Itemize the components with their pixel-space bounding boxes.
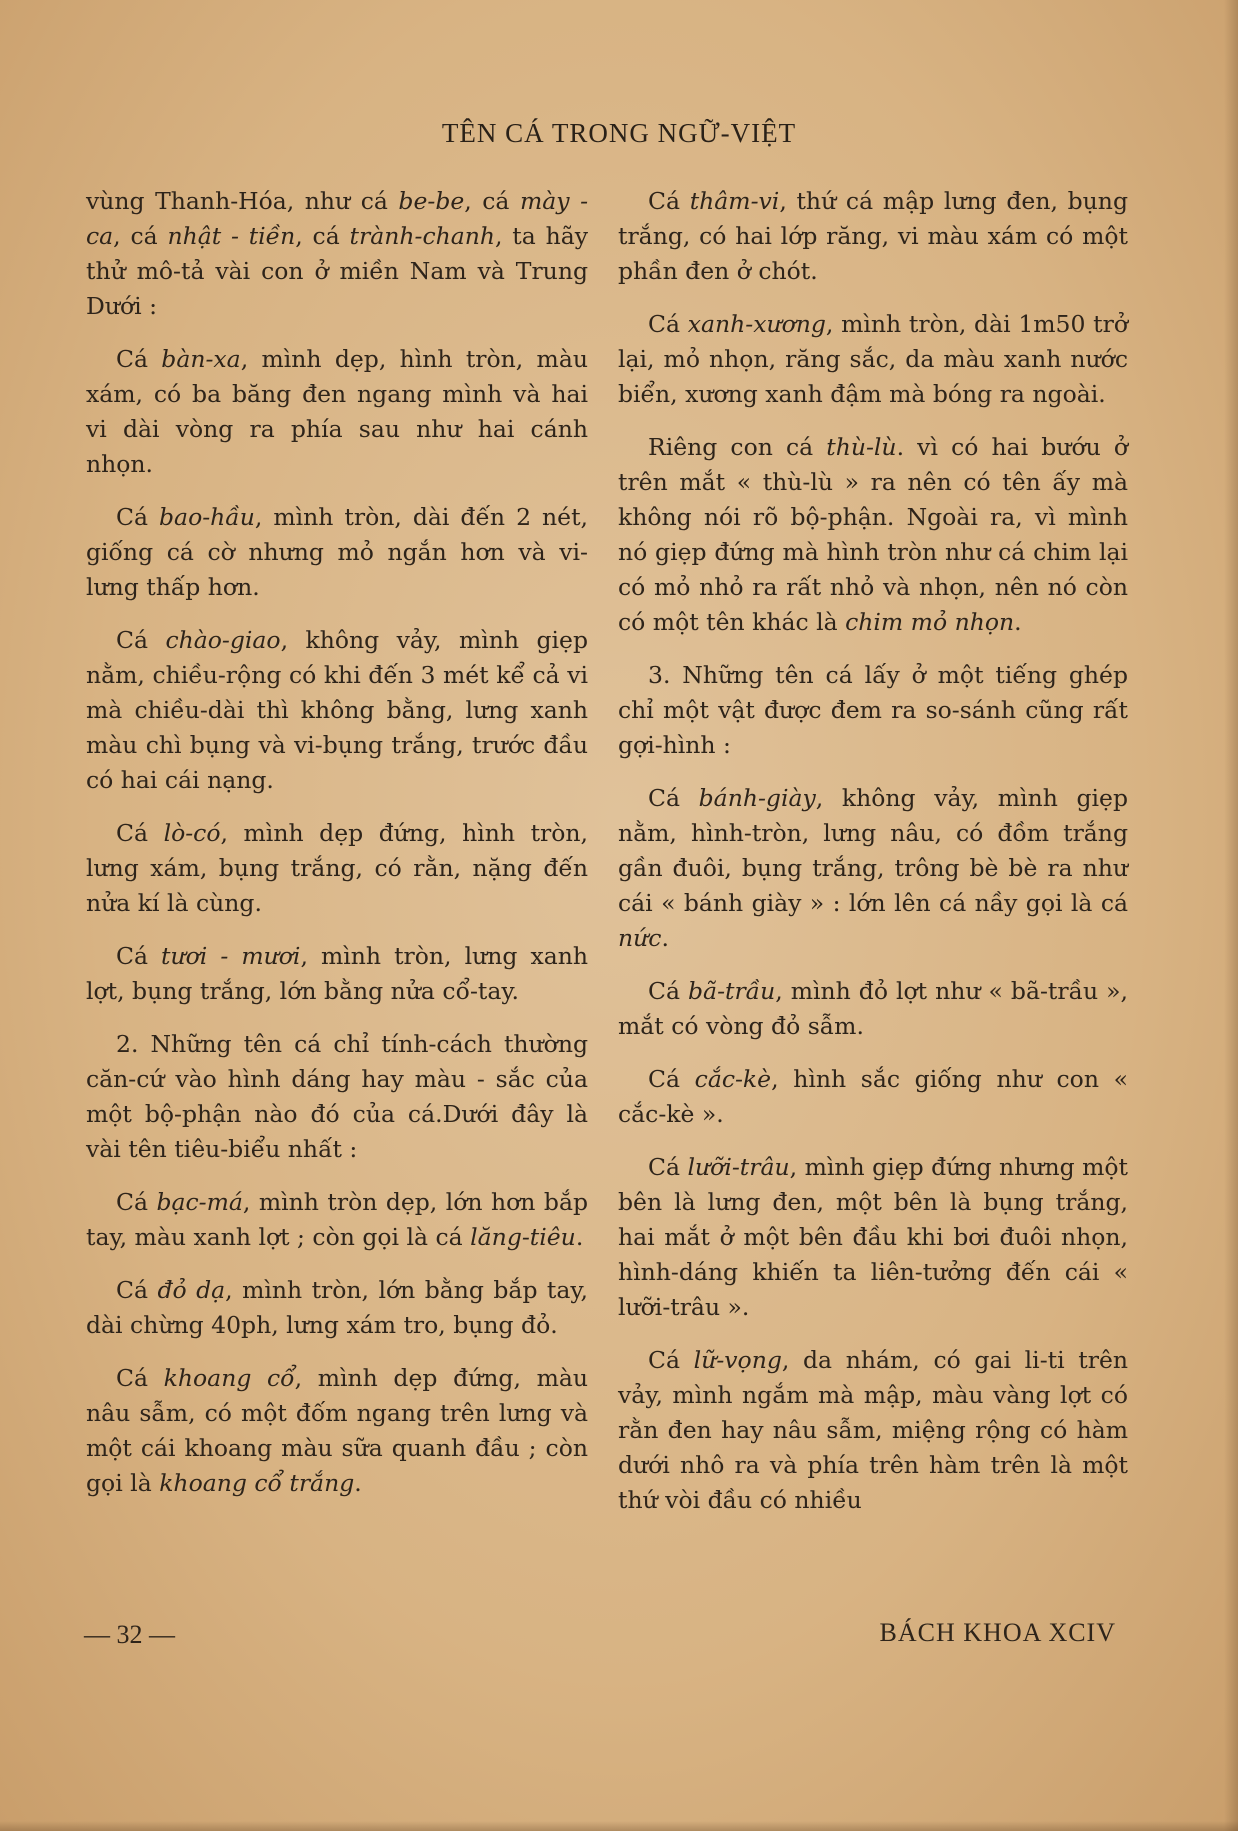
paragraph: Cá tươi - mươi, mình tròn, lưng xanh lợt, bụng trắng, lớn bằng nửa cổ-tay. (86, 942, 588, 1005)
paragraph: Cá lưỡi-trâu, mình giẹp đứng nhưng một bên là lưng đen, một bên là bụng trắng, hai mắt ở một bên đầu khi bơi đuôi nhọn, hình-dáng khiến ta liên-tưởng đến cái « lưỡi-trâu ». (618, 1153, 1129, 1321)
paragraph: Cá lữ-vọng, da nhám, có gai li-ti trên vảy, mình ngắm mà mập, màu vàng lợt có rằn đen hay nâu sẫm, miệng rộng có hàm dưới nhô ra và phía trên hàm trên là một thứ vòi đầu có nhiều (618, 1346, 1128, 1514)
paragraph: Cá đỏ dạ, mình tròn, lớn bằng bắp tay, dài chừng 40ph, lưng xám tro, bụng đỏ. (86, 1276, 589, 1339)
right-column (618, 184, 1128, 1536)
paragraph: vùng Thanh-Hóa, như cá be-be, cá mày - ca, cá nhật - tiền, cá trành-chanh, ta hãy thử mô-tả vài con ở miền Nam và Trung Dưới : (86, 187, 589, 320)
paragraph: Cá bàn-xa, mình dẹp, hình tròn, màu xám, có ba băng đen ngang mình và hai vi dài vòng ra phía sau như hai cánh nhọn. (86, 345, 588, 478)
paragraph: Cá bánh-giày, không vảy, mình giẹp nằm, hình-tròn, lưng nâu, có đồm trắng gần đuôi, bụng trắng, trông bè bè ra như cái « bánh giày » : lớn lên cá nầy gọi là cá nức. (618, 784, 1128, 952)
page-bottom-shadow (0, 1821, 1238, 1831)
paragraph: Riêng con cá thù-lù. vì có hai bướu ở trên mắt « thù-lù » ra nên có tên ấy mà không nói rõ bộ-phận. Ngoài ra, vì mình nó giẹp đứng mà hình tròn như cá chim lại có mỏ nhỏ ra rất nhỏ và nhọn, nên nó còn có một tên khác là chim mỏ nhọn. (618, 433, 1128, 636)
paragraph: Cá bạc-má, mình tròn dẹp, lớn hơn bắp tay, màu xanh lợt ; còn gọi là cá lăng-tiêu. (86, 1188, 588, 1251)
page-edge-shadow (1224, 0, 1238, 1831)
running-head: TÊN CÁ TRONG NGỮ-VIỆT (441, 118, 797, 148)
paragraph: Cá cắc-kè, hình sắc giống như con « cắc-kè ». (618, 1065, 1128, 1128)
page-number: — 32 — (84, 1620, 175, 1649)
left-column (86, 184, 588, 1519)
paragraph: Cá bao-hầu, mình tròn, dài đến 2 nét, giống cá cờ nhưng mỏ ngắn hơn và vi-lưng thấp hơn. (86, 503, 589, 601)
paragraph: Cá bã-trầu, mình đỏ lợt như « bã-trầu », mắt có vòng đỏ sẫm. (618, 977, 1129, 1040)
paragraph: Cá thâm-vi, thứ cá mập lưng đen, bụng trắng, có hai lớp răng, vi màu xám có một phần đen ở chót. (618, 187, 1128, 285)
paragraph: Cá chào-giao, không vảy, mình giẹp nằm, chiều-rộng có khi đến 3 mét kể cả vi mà chiều-dài thì không bằng, lưng xanh màu chì bụng và vi-bụng trắng, trước đầu có hai cái nạng. (86, 626, 588, 794)
journal-name: BÁCH KHOA XCIV (879, 1618, 1116, 1647)
paragraph: Cá khoang cổ, mình dẹp đứng, màu nâu sẫm, có một đốm ngang trên lưng và một cái khoang màu sữa quanh đầu ; còn gọi là khoang cổ trắng. (86, 1364, 588, 1497)
section-paragraph: 2. Những tên cá chỉ tính-cách thường căn-cứ vào hình dáng hay màu - sắc của một bộ-phận nào đó của cá.Dưới đây là vài tên tiêu-biểu nhất : (86, 1030, 588, 1163)
paragraph: Cá lò-có, mình dẹp đứng, hình tròn, lưng xám, bụng trắng, có rằn, nặng đến nửa kí là cùng. (86, 819, 589, 917)
section-paragraph: 3. Những tên cá lấy ở một tiếng ghép chỉ một vật được đem ra so-sánh cũng rất gợi-hình : (618, 661, 1128, 759)
paragraph: Cá xanh-xương, mình tròn, dài 1m50 trở lại, mỏ nhọn, răng sắc, da màu xanh nước biển, xương xanh đậm mà bóng ra ngoài. (618, 310, 1128, 408)
